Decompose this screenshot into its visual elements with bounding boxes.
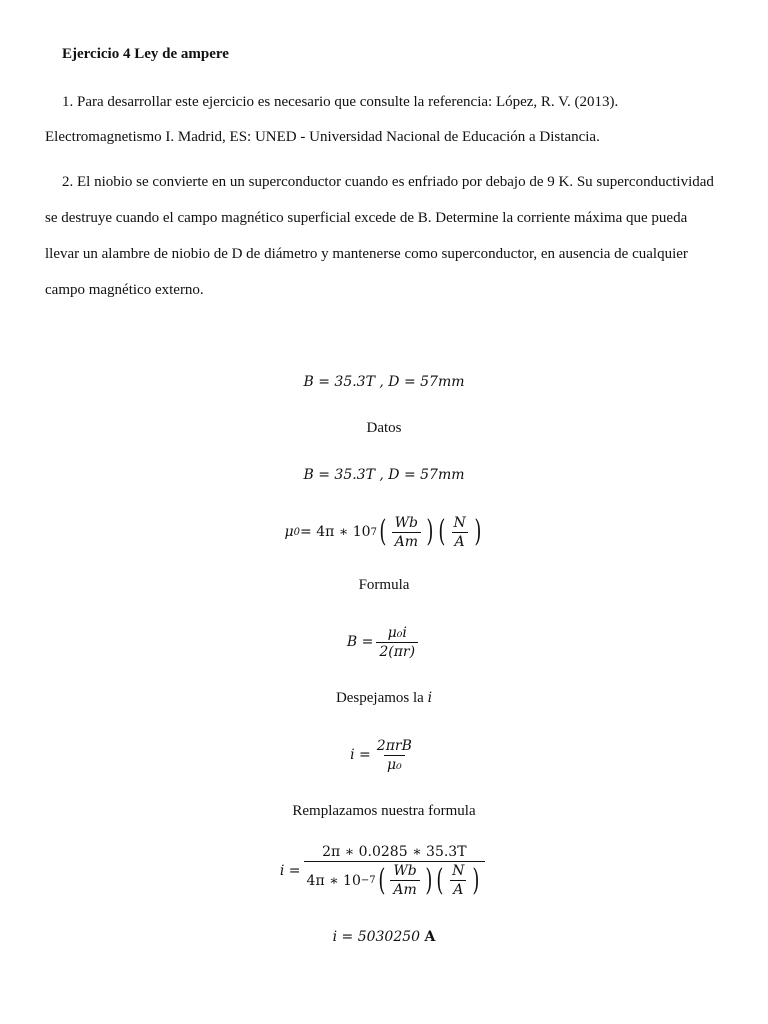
paren-open-icon: ( bbox=[379, 514, 387, 549]
result-value: i = 5030250 bbox=[332, 929, 421, 945]
formula-i-fraction bbox=[374, 738, 415, 773]
result-unit: A bbox=[424, 929, 436, 945]
denominator-exponent: −7 bbox=[360, 875, 376, 886]
den-unit-wb-am-fraction bbox=[390, 863, 419, 898]
formula-i-denominator: μ₀ bbox=[384, 755, 405, 773]
substituted-lhs: i = bbox=[279, 863, 301, 879]
substituted-formula bbox=[0, 842, 768, 900]
formula-b bbox=[0, 621, 768, 663]
mu-value: = 4π ∗ 10 bbox=[300, 524, 371, 540]
substituted-fraction bbox=[304, 844, 486, 898]
denominator-factor: 4π ∗ 10 bbox=[306, 872, 361, 889]
label-despejamos bbox=[0, 690, 768, 707]
formula-b-denominator: 2(πr) bbox=[376, 642, 418, 660]
unit-am: Am bbox=[392, 532, 421, 550]
paren-open-icon: ( bbox=[377, 862, 385, 898]
paragraph-1-line-1: 1. Para desarrollar este ejercicio es necesario que consulte la referencia: López, R. V. (2013). bbox=[62, 94, 619, 110]
label-datos: Datos bbox=[366, 420, 402, 436]
den-unit-wb: Wb bbox=[393, 863, 417, 879]
substituted-denominator bbox=[304, 861, 486, 898]
despejamos-variable: i bbox=[427, 690, 433, 706]
label-formula: Formula bbox=[358, 577, 410, 593]
paren-open-icon: ( bbox=[436, 862, 444, 898]
substituted-numerator: 2π ∗ 0.0285 ∗ 35.3T bbox=[322, 844, 467, 860]
mu-zero-equation bbox=[0, 512, 768, 552]
formula-i-numerator: 2πrB bbox=[376, 737, 412, 754]
paragraph-2-line-4: campo magnético externo. bbox=[45, 282, 204, 298]
paren-close-icon: ) bbox=[472, 862, 480, 898]
paren-close-icon: ) bbox=[474, 514, 482, 549]
paren-close-icon: ) bbox=[426, 514, 434, 549]
result-equation bbox=[0, 929, 768, 945]
formula-b-fraction bbox=[376, 625, 418, 660]
unit-wb: Wb bbox=[394, 514, 419, 531]
formula-b-lhs: B = bbox=[346, 634, 374, 650]
paragraph-2-line-3: llevar un alambre de niobio de D de diámetro y mantenerse como superconductor, en ausencia de cualquier bbox=[45, 246, 688, 262]
datos-equation: B = 35.3T , D = 57mm bbox=[303, 467, 465, 483]
den-unit-a: A bbox=[450, 880, 466, 898]
formula-b-numerator: μ₀i bbox=[387, 624, 407, 641]
den-unit-n: N bbox=[452, 863, 465, 879]
den-unit-n-a-fraction bbox=[449, 863, 467, 898]
formula-i bbox=[0, 733, 768, 777]
mu-symbol: μ bbox=[284, 524, 294, 540]
unit-n-a-fraction bbox=[450, 515, 468, 550]
paragraph-2-line-1: 2. El niobio se convierte en un superconductor cuando es enfriado por debajo de 9 K. Su superconductividad bbox=[62, 174, 714, 190]
den-unit-am: Am bbox=[390, 880, 419, 898]
formula-i-lhs: i = bbox=[350, 747, 371, 763]
mu-exponent: 7 bbox=[370, 526, 377, 538]
paragraph-2-line-2: se destruye cuando el campo magnético superficial excede de B. Determine la corriente máxima que pueda bbox=[45, 210, 688, 226]
exercise-heading: Ejercicio 4 Ley de ampere bbox=[62, 46, 229, 62]
unit-n: N bbox=[453, 514, 466, 531]
unit-wb-am-fraction bbox=[392, 515, 421, 550]
paren-open-icon: ( bbox=[438, 514, 446, 549]
paren-close-icon: ) bbox=[425, 862, 433, 898]
label-remplazamos: Remplazamos nuestra formula bbox=[292, 803, 476, 819]
given-equation: B = 35.3T , D = 57mm bbox=[303, 374, 465, 390]
despejamos-text: Despejamos la bbox=[335, 690, 424, 706]
paragraph-1-line-2: Electromagnetismo I. Madrid, ES: UNED - Universidad Nacional de Educación a Distancia. bbox=[45, 129, 600, 145]
mu-subscript: 0 bbox=[293, 526, 301, 538]
unit-a: A bbox=[452, 532, 468, 550]
